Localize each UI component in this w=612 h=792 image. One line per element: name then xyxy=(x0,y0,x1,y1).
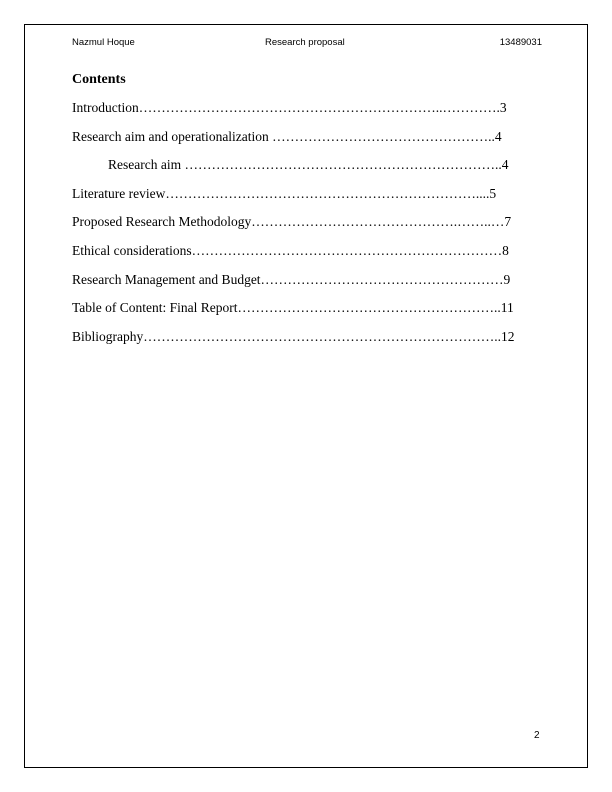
header-author: Nazmul Hoque xyxy=(72,37,135,48)
header-student-id: 13489031 xyxy=(499,37,542,48)
toc-entry-research-aim-operationalization[interactable]: Research aim and operationalization …………………………………………..4 xyxy=(72,128,502,144)
toc-entry-bibliography[interactable]: Bibliography……………………………………………………………………..12 xyxy=(72,328,515,344)
toc-entry-final-report-contents[interactable]: Table of Content: Final Report…………………………………………………..11 xyxy=(72,300,514,316)
toc-entry-literature-review[interactable]: Literature review……………………………………………………………....5 xyxy=(72,185,497,201)
header-title: Research proposal xyxy=(265,37,345,48)
table-of-contents xyxy=(72,100,515,357)
contents-heading: Contents xyxy=(72,72,126,87)
toc-entry-introduction[interactable]: Introduction…………………………………………………………..………….3 xyxy=(72,100,507,115)
toc-entry-research-aim[interactable]: Research aim ……………………………………………………………..4 xyxy=(108,157,509,173)
toc-entry-ethical-considerations[interactable]: Ethical considerations……………………………………………………………8 xyxy=(72,242,509,258)
page-header xyxy=(72,37,542,51)
toc-entry-methodology[interactable]: Proposed Research Methodology……………………………………….……..…7 xyxy=(72,214,512,230)
toc-entry-management-budget[interactable]: Research Management and Budget………………………………………………9 xyxy=(72,271,511,287)
page-number: 2 xyxy=(534,730,540,741)
